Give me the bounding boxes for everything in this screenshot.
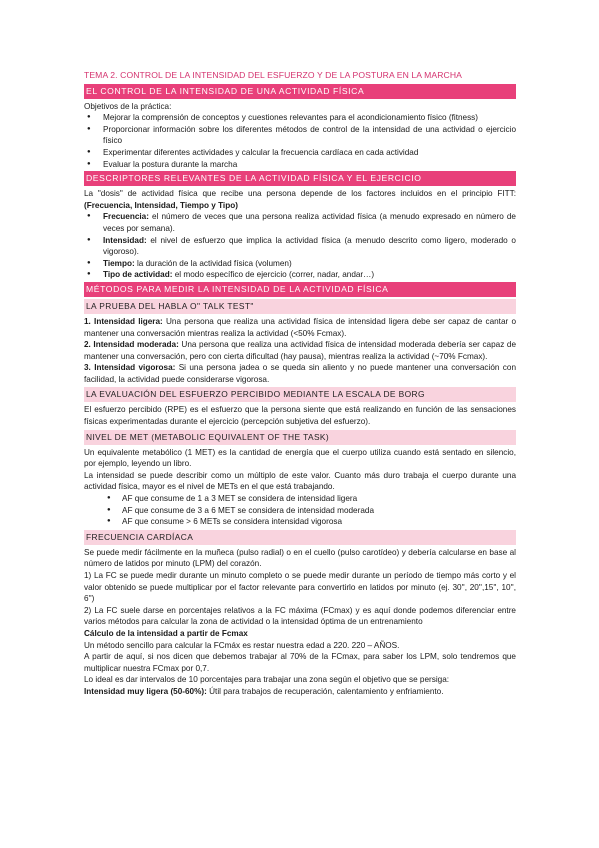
item-label: Frecuencia:: [103, 212, 149, 222]
section-heading-descriptors: DESCRIPTORES RELEVANTES DE LA ACTIVIDAD FÍSICA Y EL EJERCICIO: [84, 171, 516, 186]
hr-paragraph: A partir de aquí, si nos dicen que debemos trabajar al 70% de la FCmax, para saber los LPM, solo tendremos que multiplicar nuestra FCmax por 0,7.: [84, 652, 516, 673]
list-item: ● Mejorar la comprensión de conceptos y cuestiones relevantes para el acondicionamiento físico (fitness): [84, 112, 516, 124]
hr-paragraph: Un método sencillo para calcular la FCmáx es restar nuestra edad a 220. 220 – AÑOS.: [84, 640, 400, 650]
item-text: el número de veces que una persona realiza actividad física (a menudo expresado en número de veces por semana).: [103, 212, 516, 233]
hr-paragraph: 2) La FC suele darse en porcentajes relativos a la FC máxima (FCmax) y es aquí donde podemos diferenciar entre varios métodos para calcular la zona de actividad o la intensidad óptima de un entrenamiento: [84, 605, 516, 627]
met-paragraph: La intensidad se puede describir como un múltiplo de este valor. Cuanto más duro trabaja el cuerpo durante una actividad física, mayor es el nivel de METs en el que está trabajando.: [84, 470, 516, 492]
list-item: [84, 211, 516, 234]
fitt-intro: [84, 188, 516, 211]
item-text: Si una persona jadea o se queda sin aliento y no puede mantener una conversación con facilidad, la actividad puede considerarse vigorosa.: [84, 363, 516, 384]
item-label: Tipo de actividad:: [103, 270, 173, 280]
item-text: Una persona que realiza una actividad física de intensidad moderada debería ser capaz de mantener una conversación, pero con cierta dificultad (hay pausa), mientras realiza la actividad (~70% Fcmax).: [84, 340, 517, 361]
list-item: ● AF que consume de 1 a 3 MET se considera de intensidad ligera: [84, 493, 516, 505]
met-list: [84, 493, 516, 528]
subheading-talk-test: LA PRUEBA DEL HABLA O" TALK TEST": [84, 299, 516, 314]
hr-paragraph: Se puede medir fácilmente en la muñeca (pulso radial) o en el cuello (pulso carotídeo) y debería calcularse en base al número de latidos por minuto (LPM) del corazón.: [84, 547, 516, 569]
hr-paragraph: 1) La FC se puede medir durante un minuto completo o se puede medir durante un período de tiempo más corto y el valor obtenido se puede multiplicar por el factor relevante para convertirlo en latidos por minuto (ej. 30'', 20'',15'', 10'', 6''): [84, 571, 516, 604]
item-label: 3. Intensidad vigorosa:: [84, 363, 176, 373]
objectives-list: [84, 112, 516, 170]
item-text: la duración de la actividad física (volumen): [134, 258, 292, 268]
list-item: [84, 235, 516, 258]
talk-test-item: [84, 339, 516, 362]
list-item: ● AF que consume de 3 a 6 MET se considera de intensidad moderada: [84, 505, 516, 517]
section-heading-methods: MÉTODOS PARA MEDIR LA INTENSIDAD DE LA ACTIVIDAD FÍSICA: [84, 282, 516, 297]
list-item: ● Evaluar la postura durante la marcha: [84, 159, 516, 171]
hr-calc-title: [84, 628, 516, 640]
topic-title: TEMA 2. CONTROL DE LA INTENSIDAD DEL ESFUERZO Y DE LA POSTURA EN LA MARCHA: [84, 70, 462, 80]
item-label: 2. Intensidad moderada:: [84, 340, 179, 350]
item-text: Útil para trabajos de recuperación, calentamiento y enfriamiento.: [206, 686, 444, 696]
subheading-borg: LA EVALUACIÓN DEL ESFUERZO PERCIBIDO MEDIANTE LA ESCALA DE BORG: [84, 387, 516, 402]
list-item: [84, 269, 516, 281]
met-paragraph: Un equivalente metabólico (1 MET) es la cantidad de energía que el cuerpo utiliza cuando está sentado en silencio, por ejemplo, leyendo un libro.: [84, 447, 516, 469]
calc-title-text: Cálculo de la intensidad a partir de Fcmax: [84, 628, 248, 638]
talk-test-item: [84, 362, 516, 385]
item-label: Tiempo:: [103, 258, 135, 268]
list-item: [84, 258, 516, 270]
fitt-intro-bold: (Frecuencia, Intensidad, Tiempo y Tipo): [84, 200, 238, 210]
list-item: ● Proporcionar información sobre los diferentes métodos de control de la intensidad de una actividad o ejercicio físico: [84, 124, 516, 147]
talk-test-item: [84, 316, 516, 339]
item-text: el nivel de esfuerzo que implica la actividad física (a menudo descrito como ligero, moderado o vigoroso).: [103, 235, 516, 257]
hr-paragraph: Lo ideal es dar intervalos de 10 porcentajes para trabajar una zona según el objetivo que se persiga:: [84, 675, 450, 685]
item-label: Intensidad muy ligera (50-60%):: [84, 686, 207, 696]
item-text: el modo específico de ejercicio (correr, nadar, andar…): [172, 270, 375, 280]
list-item: ● AF que consume > 6 METs se considera intensidad vigorosa: [84, 516, 516, 528]
fitt-intro-text: La "dosis" de actividad física que recibe una persona depende de los factores incluidos en el principio FITT:: [84, 189, 516, 199]
document-content: [84, 70, 516, 698]
item-label: 1. Intensidad ligera:: [84, 316, 163, 326]
list-item: ● Experimentar diferentes actividades y calcular la frecuencia cardíaca en cada actividad: [84, 147, 516, 159]
item-label: Intensidad:: [103, 235, 147, 245]
subheading-met: NIVEL DE MET (METABOLIC EQUIVALENT OF THE TASK): [84, 430, 516, 445]
objectives-intro: Objetivos de la práctica:: [84, 101, 172, 111]
hr-paragraph: [84, 686, 516, 698]
item-text: Una persona que realiza una actividad física de intensidad ligera debe ser capaz de cantar o mantener una conversación mientras realiza la actividad (<50% Fcmax).: [84, 316, 517, 338]
section-heading-control: EL CONTROL DE LA INTENSIDAD DE UNA ACTIVIDAD FÍSICA: [84, 84, 516, 99]
borg-text: El esfuerzo percibido (RPE) es el esfuerzo que la persona siente que está realizando en función de las sensaciones físicas experimentadas durante el ejercicio (percepción subjetiva del esfuerzo).: [84, 405, 516, 427]
fitt-list: [84, 211, 516, 281]
subheading-heart-rate: FRECUENCIA CARDÍACA: [84, 530, 516, 545]
